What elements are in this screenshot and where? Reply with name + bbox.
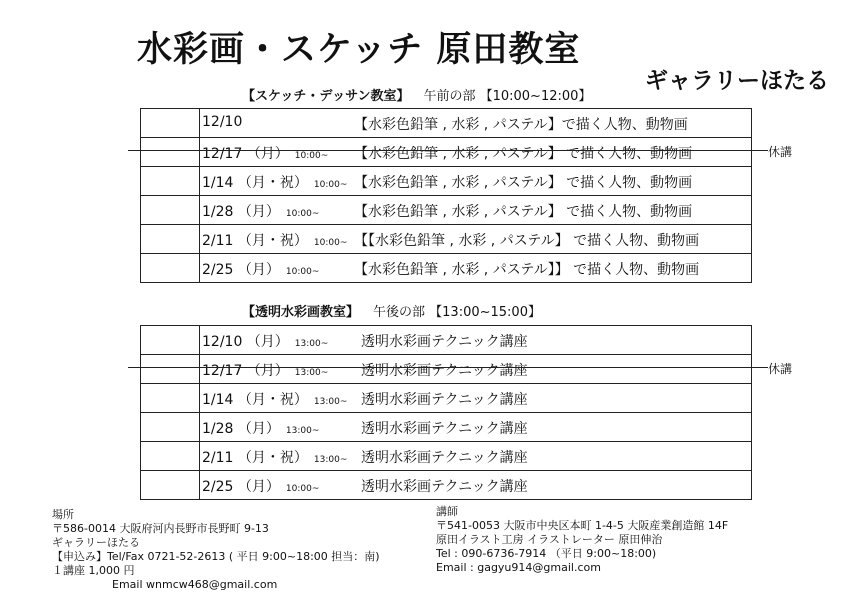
afternoon-section-name: 【透明水彩画教室】 [242, 305, 360, 320]
morning-section-heading [242, 85, 591, 104]
venue-info [52, 508, 380, 592]
row-date: 1/14 （月・祝） 10:00~ [202, 175, 348, 191]
cancel-strike-line [128, 367, 768, 368]
instructor-info [436, 505, 728, 575]
table-row [141, 254, 751, 283]
row-course: 透明水彩画テクニック講座 [361, 392, 528, 408]
row-course: 【水彩色鉛筆 , 水彩 , パステル】 で描く人物、動物画 [354, 175, 693, 191]
cancel-label: 休講 [768, 362, 793, 376]
row-date: 2/11 （月・祝） 13:00~ [202, 450, 348, 466]
table-row [141, 326, 751, 355]
row-date: 2/25 （月） 10:00~ [202, 262, 320, 278]
table-row [141, 355, 751, 384]
venue-apply: 【申込み】Tel/Fax 0721-52-2613 ( 平日 9:00~18:00 担当：南) [52, 550, 380, 563]
table-row [141, 384, 751, 413]
row-date: 1/28 （月） 10:00~ [202, 204, 320, 220]
venue-heading: 場所 [52, 508, 74, 521]
table-row [141, 138, 751, 167]
row-course: 透明水彩画テクニック講座 [361, 479, 528, 495]
morning-section-name: 【スケッチ・デッサン教室】 [242, 89, 410, 104]
row-date: 12/10 （月） 13:00~ [202, 334, 329, 350]
table-row [141, 413, 751, 442]
instructor-email: Email : gagyu914@gmail.com [436, 561, 601, 574]
row-date: 2/11 （月・祝） 10:00~ [202, 233, 348, 249]
row-course: 透明水彩画テクニック講座 [361, 334, 528, 350]
afternoon-section-time: 午後の部 【13:00~15:00】 [373, 305, 541, 320]
table-row [141, 225, 751, 254]
venue-gallery: ギャラリーほたる [52, 536, 140, 549]
instructor-studio: 原田イラスト工房 イラストレーター 原田伸治 [436, 533, 663, 546]
row-course: 【水彩色鉛筆 , 水彩 , パステル】で描く人物、動物画 [354, 117, 688, 133]
table-row [141, 109, 751, 138]
table-row [141, 167, 751, 196]
row-course: 透明水彩画テクニック講座 [361, 363, 528, 379]
cancel-strike-line [128, 150, 768, 151]
instructor-heading: 講師 [436, 505, 458, 518]
morning-schedule-table [140, 108, 752, 283]
morning-section-time: 午前の部 【10:00~12:00】 [423, 89, 592, 104]
table-row [141, 471, 751, 500]
instructor-address: 〒541-0053 大阪市中央区本町 1-4-5 大阪産業創造館 14F [436, 519, 729, 532]
venue-address: 〒586-0014 大阪府河内長野市長野町 9-13 [52, 522, 269, 535]
cancel-label: 休講 [768, 145, 793, 159]
row-date: 12/17 （月） 10:00~ [202, 146, 329, 162]
row-date: 12/10 [202, 114, 243, 130]
page-title: 水彩画・スケッチ 原田教室 [137, 30, 581, 70]
table-row [141, 196, 751, 225]
afternoon-section-heading [242, 301, 541, 320]
row-date: 1/14 （月・祝） 13:00~ [202, 392, 348, 408]
row-date: 1/28 （月） 13:00~ [202, 421, 320, 437]
gallery-name: ギャラリーほたる [645, 68, 829, 94]
row-course: 透明水彩画テクニック講座 [361, 450, 528, 466]
row-course: 【水彩色鉛筆 , 水彩 , パステル】 で描く人物、動物画 [354, 204, 693, 220]
afternoon-schedule-table [140, 325, 752, 500]
row-date: 2/25 （月） 10:00~ [202, 479, 320, 495]
row-course: 【水彩色鉛筆 , 水彩 , パステル】】 で描く人物、動物画 [354, 262, 700, 278]
row-course: 透明水彩画テクニック講座 [361, 421, 528, 437]
row-course: 【【水彩色鉛筆 , 水彩 , パステル】 で描く人物、動物画 [354, 233, 700, 249]
row-course: 【水彩色鉛筆 , 水彩 , パステル】 で描く人物、動物画 [354, 146, 693, 162]
venue-email: Email wnmcw468@gmail.com [112, 578, 278, 591]
table-row [141, 442, 751, 471]
venue-fee: １講座 1,000 円 [52, 564, 135, 577]
instructor-tel: Tel : 090-6736-7914 （平日 9:00~18:00) [436, 547, 657, 560]
row-date: 12/17 （月） 13:00~ [202, 363, 329, 379]
